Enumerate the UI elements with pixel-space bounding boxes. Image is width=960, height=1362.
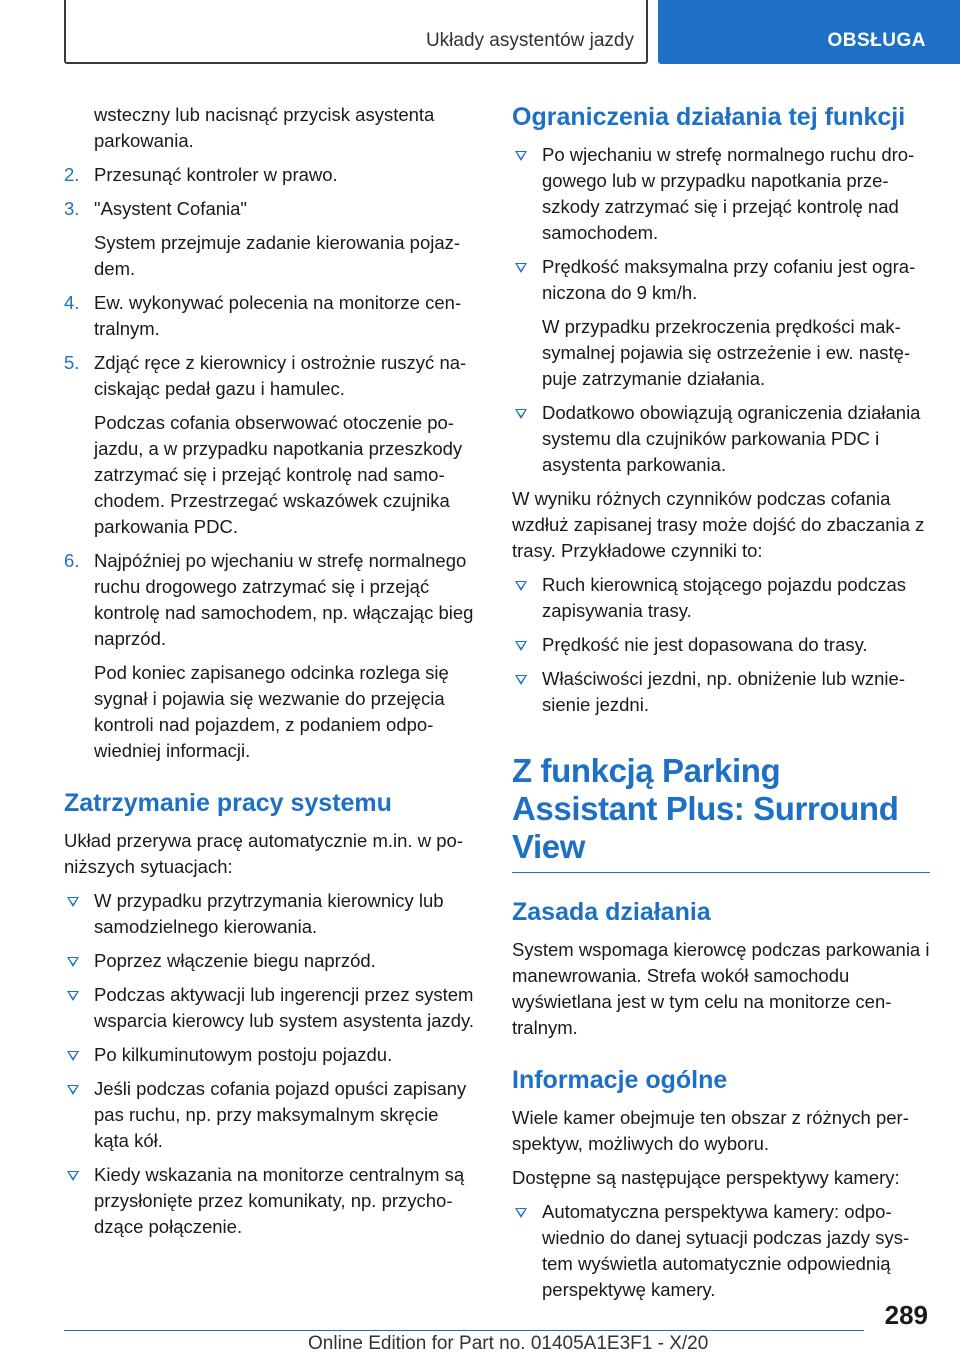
- step-6: [64, 548, 478, 652]
- step-1-continuation: wsteczny lub nacisnąć przycisk asystenta parkowania.: [94, 104, 435, 151]
- bullet-triangle-icon: [515, 581, 527, 591]
- bullet-triangle-icon: [67, 1085, 79, 1095]
- step-number: 4.: [64, 292, 80, 313]
- list-item-text: Po wjechaniu w strefę normalnego ruchu drogowego lub w przypadku napotkania przeszkody zatrzymać się i przejąć kontrolę nad samochodem.: [542, 144, 915, 243]
- list-item: [64, 1076, 478, 1154]
- header-box: [64, 0, 648, 64]
- limit-2-note: W przypadku przekroczenia prędkości maksymalnej pojawia się ostrzeżenie i ew. następuje zatrzymanie działania.: [542, 316, 911, 389]
- bullet-triangle-icon: [67, 897, 79, 907]
- step-text: Najpóźniej po wjechaniu w strefę normalnego ruchu drogowego zatrzymać się i przejąć kontrolę nad samochodem, np. włączając bieg naprzód.: [94, 550, 474, 649]
- list-item-text: Kiedy wskazania na monitorze centralnym są przysłonięte przez komunikaty, np. przychodzące połączenie.: [94, 1164, 465, 1237]
- perspectives-intro: Dostępne są następujące perspektywy kamery:: [512, 1167, 900, 1188]
- step-3-note: System przejmuje zadanie kierowania pojazdem.: [94, 232, 461, 279]
- bullet-triangle-icon: [515, 263, 527, 273]
- bullet-triangle-icon: [515, 1208, 527, 1218]
- stop-intro: Układ przerywa pracę automatycznie m.in. w poniższych sytuacjach:: [64, 830, 463, 877]
- principle-text: System wspomaga kierowcę podczas parkowania i manewrowania. Strefa wokół samochodu wyświetlana jest w tym celu na monitorze centralnym.: [512, 939, 930, 1038]
- list-item-text: Poprzez włączenie biegu naprzód.: [94, 950, 376, 971]
- list-item: [512, 400, 930, 478]
- general-text: Wiele kamer obejmuje ten obszar z różnych perspektyw, możliwych do wyboru.: [512, 1107, 909, 1154]
- list-item: [64, 1042, 478, 1068]
- list-item: [64, 982, 478, 1034]
- step-text: Przesunąć kontroler w prawo.: [94, 164, 338, 185]
- list-item: [512, 254, 930, 306]
- left-column: [64, 102, 478, 1248]
- step-2: [64, 162, 478, 188]
- list-item-text: Właściwości jezdni, np. obniżenie lub wzniesienie jezdni.: [542, 668, 905, 715]
- heading-principle: Zasada działania: [512, 898, 711, 926]
- bullet-triangle-icon: [67, 1171, 79, 1181]
- heading-surround-view: Z funkcją Parking Assistant Plus: Surround View: [512, 752, 930, 873]
- step-text: Zdjąć ręce z kierownicy i ostrożnie ruszyć naciskając pedał gazu i hamulec.: [94, 352, 467, 399]
- step-number: 5.: [64, 352, 80, 373]
- bullet-triangle-icon: [515, 151, 527, 161]
- step-3: [64, 196, 478, 222]
- heading-stop-system: Zatrzymanie pracy systemu: [64, 789, 392, 817]
- step-5-note: Podczas cofania obserwować otoczenie pojazdu, a w przypadku napotkania przeszkody zatrzymać się i przejąć kontrolę nad samochodem. Przestrzegać wskazówek czujnika parkowania PDC.: [94, 412, 463, 537]
- step-text: "Asystent Cofania": [94, 198, 247, 219]
- list-item-text: W przypadku przytrzymania kierownicy lub samodzielnego kierowania.: [94, 890, 444, 937]
- bullet-triangle-icon: [515, 675, 527, 685]
- list-item: [512, 572, 930, 624]
- step-text: Ew. wykonywać polecenia na monitorze centralnym.: [94, 292, 462, 339]
- list-item: [512, 142, 930, 246]
- footer-edition: Online Edition for Part no. 01405A1E3F1 - X/20: [308, 1333, 709, 1354]
- list-item-text: Prędkość nie jest dopasowana do trasy.: [542, 634, 868, 655]
- right-column: [512, 102, 930, 1311]
- bullet-triangle-icon: [67, 991, 79, 1001]
- page-number: 289: [884, 1300, 928, 1330]
- bullet-triangle-icon: [515, 641, 527, 651]
- list-item: [64, 1162, 478, 1240]
- footer-divider: [64, 1330, 864, 1331]
- step-5: [64, 350, 478, 402]
- step-4: [64, 290, 478, 342]
- step-number: 6.: [64, 550, 80, 571]
- factors-intro: W wyniku różnych czynników podczas cofania wzdłuż zapisanej trasy może dojść do zbaczania z trasy. Przykładowe czynniki to:: [512, 488, 925, 561]
- bullet-triangle-icon: [67, 1051, 79, 1061]
- list-item: [64, 948, 478, 974]
- section-tab-label: OBSŁUGA: [827, 30, 926, 51]
- list-item: [64, 888, 478, 940]
- list-item-text: Jeśli podczas cofania pojazd opuści zapisany pas ruchu, np. przy maksymalnym skręcie kąta kół.: [94, 1078, 467, 1151]
- bullet-triangle-icon: [515, 409, 527, 419]
- heading-general-info: Informacje ogólne: [512, 1066, 728, 1094]
- list-item: [512, 632, 930, 658]
- section-tab[interactable]: [658, 0, 960, 64]
- step-6-note: Pod koniec zapisanego odcinka rozlega się sygnał i pojawia się wezwanie do przejęcia kontroli nad pojazdem, z podaniem odpowiedniej informacji.: [94, 662, 449, 761]
- list-item-text: Prędkość maksymalna przy cofaniu jest ograniczona do 9 km/h.: [542, 256, 916, 303]
- bullet-triangle-icon: [67, 957, 79, 967]
- list-item-text: Po kilkuminutowym postoju pojazdu.: [94, 1044, 393, 1065]
- list-item-text: Automatyczna perspektywa kamery: odpowiednio do danej sytuacji podczas jazdy system wyświetla automatycznie odpowiednią perspektywę kamery.: [542, 1201, 910, 1300]
- list-item: [512, 666, 930, 718]
- header-title: Układy asystentów jazdy: [425, 30, 634, 51]
- step-number: 2.: [64, 164, 80, 185]
- step-number: 3.: [64, 198, 80, 219]
- list-item-text: Dodatkowo obowiązują ograniczenia działania systemu dla czujników parkowania PDC i asystenta parkowania.: [542, 402, 921, 475]
- list-item: [512, 1199, 930, 1303]
- list-item-text: Ruch kierownicą stojącego pojazdu podczas zapisywania trasy.: [542, 574, 907, 621]
- list-item-text: Podczas aktywacji lub ingerencji przez system wsparcia kierowcy lub system asystenta jazdy.: [94, 984, 475, 1031]
- heading-limitations: Ograniczenia działania tej funkcji: [512, 103, 906, 131]
